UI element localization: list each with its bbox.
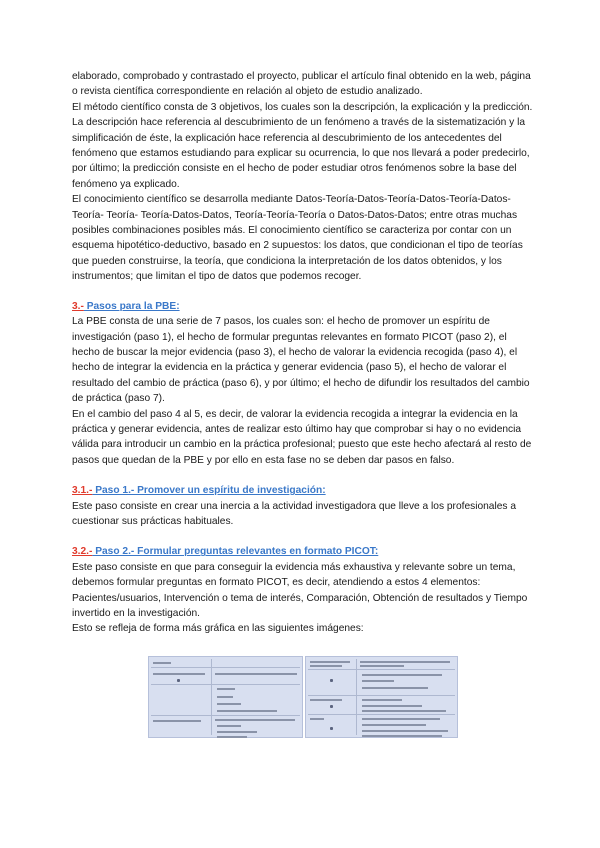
intro-paragraph-1: elaborado, comprobado y contrastado el proyecto, publicar el artículo final obtenido en la web, página o revista científica correspondiente en relación al objeto de estudio analizado.: [72, 71, 531, 98]
section-3-1-heading: [72, 483, 534, 498]
section-3-2-paragraph-2: Esto se refleja de forma más gráfica en las siguientes imágenes:: [72, 623, 364, 635]
section-3-heading: [72, 299, 534, 314]
section-3-1-title: Paso 1.- Promover un espíritu de investigación:: [92, 485, 326, 497]
section-3-2-number: 3.2.-: [72, 546, 93, 558]
section-3-paragraph-2: En el cambio del paso 4 al 5, es decir, de valorar la evidencia recogida a integrar la evidencia en la práctica y generar evidencia, antes de realizar esto último hay que comprobar si hay o no evidencia válida para introducir un cambio en la práctica profesional; puesto que este hecho afectará al resto de pasos que quedan de la PBE y por ello en esta fase no se deben dar pasos en falso.: [72, 408, 532, 466]
section-3-1-paragraph: Este paso consiste en crear una inercia a la actividad investigadora que lleve a los profesionales a cuestionar sus prácticas habituales.: [72, 500, 516, 527]
section-3-2-paragraph-1: Este paso consiste en que para conseguir la evidencia más exhaustiva y relevante sobre un tema, debemos formular preguntas en formato PICOT, es decir, atendiendo a estos 4 elementos: Pacientes/usuarios, Intervención o tema de interés, Comparación, Obtención de resultados y Tiempo invertido en la investigación.: [72, 561, 528, 619]
section-3-title: Pasos para la PBE:: [83, 300, 180, 312]
intro-paragraph-3: El conocimiento científico se desarrolla mediante Datos-Teoría-Datos-Teoría-Datos-Teoría-Datos-Teoría- Teoría- Teoría-Datos-Datos, Teoría-Teoría-Teoría o Datos-Datos-Datos; entre otras muchas posibles combinaciones posibles más. El conocimiento científico se caracteriza por contar con un esquema hipotético-deductivo, basado en 2 supuestos: los datos, que condicionan el tipo de teorías que pueden construirse, la teoría, que condiciona la interpretación de los datos obtenidos, y los instrumentos; que limitan el tipo de datos que podemos recoger.: [72, 194, 523, 283]
document-body: [72, 69, 534, 637]
section-3-1-number: 3.1.-: [72, 485, 93, 497]
intro-paragraph-2: El método científico consta de 3 objetivos, los cuales son la descripción, la explicación y la predicción. La descripción hace referencia al descubrimiento de un fenómeno a través de la sistematización y la simplificación de éste, la explicación hace referencia al descubrimiento de los antecedentes del fenómeno que estamos estudiando para explicar su ocurrencia, lo que nos llevará a poder predecirlo, por último; la predicción consiste en el hecho de poder estudiar otros fenómenos sobre la base del fenómeno ya explicado.: [72, 101, 533, 190]
section-3-2-heading: [72, 544, 534, 559]
picot-figures: [148, 656, 458, 738]
picot-table-image-right: [305, 656, 458, 738]
picot-table-image-left: [148, 656, 303, 738]
section-3-number: 3.-: [72, 300, 84, 312]
section-3-paragraph-1: La PBE consta de una serie de 7 pasos, los cuales son: el hecho de promover un espíritu de investigación (paso 1), el hecho de formular preguntas relevantes en formato PICOT (paso 2), el hecho de buscar la mejor evidencia (paso 3), el hecho de valorar la evidencia recogida (paso 4), el hecho de integrar la evidencia en la práctica y generar evidencia (paso 5), el hecho de valorar el resultado del cambio de práctica (paso 6), y por último; el hecho de difundir los resultados del cambio de práctica (paso 7).: [72, 316, 530, 405]
section-3-2-title: Paso 2.- Formular preguntas relevantes en formato PICOT:: [92, 546, 379, 558]
